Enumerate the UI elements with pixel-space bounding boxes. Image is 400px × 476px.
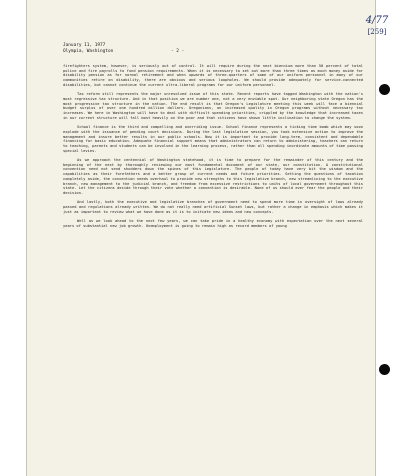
- page-number: - 2 -: [171, 49, 185, 54]
- letter-place: Olympia, Washington: [63, 49, 114, 54]
- annotation-number: [259]: [367, 28, 387, 36]
- letter-date: January 11, 1977: [63, 43, 106, 48]
- document-page: [26, 0, 389, 476]
- paragraph-oversight: And lastly, both the executive and legislative branches of government need to spend more time in oversight of laws already passed and regulations already written. We do not really need artificial Sunset laws, but rather a change in emphasis which makes it just as important to review what we have done as it is to initiate new ideas and new concepts.: [63, 200, 363, 214]
- punch-hole-bottom: [379, 364, 390, 375]
- paragraph-school-finance: School finance is the third and compelling and overriding issue. School finance represents a ticking time bomb which may soon explode with the issuance of pending court decisions. During the last legislative session, you took extensive action to improve the management and insure better results in our public schools. Now it is important to provide long-term, consistent and dependable financing for basic education. Adequate financial support means that administrators can return to administering, teachers can return to teaching, parents and students can be involved in the learning process, rather than all spending inordinate amounts of time passing special levies.: [63, 125, 364, 153]
- paragraph-pension: firefighters system, however, is seriously out of control. It will require during the next biennium more than 50 percent of total police and fire payrolls to fund pension requirements. When it is necessary to set out more than three times as much money aside for disability pension as for normal retirement and when upwards of three-quarters of some of our uniform personnel in many of our communities retire on disability, there are obvious and serious loopholes. We should provide adequately for service-connected disabilities, but cannot continue the current ultra-liberal programs for our uniform personnel.: [63, 64, 363, 87]
- letter-body: [63, 64, 363, 233]
- paragraph-economy: Well as we look ahead to the next few years, we can take pride in a healthy economy with expectation over the next several years of substantial new job growth. Unemployment is going to remain high as record members of young: [63, 219, 363, 228]
- handwritten-annotation: [363, 16, 391, 36]
- paragraph-tax-reform: Tax reform still represents the major unresolved issue of this state. Recent reports have tagged Washington with the nation's most regressive tax structure. And in that position we are number one, not a very enviable spot. Our neighboring state Oregon has the most progressive tax structure in the nation. The end result is that Oregon's Legislature meeting this week will face a biennial budget surplus of over one hundred million dollars. Oregonians, on increased quality in Oregon programs without necessary tax increases. We here in Washington will have to deal with difficult spending priorities, crippled by the knowledge that increased taxes in our current structure will fall most heavily on the poor and that citizens have shown little inclination to change the system.: [63, 92, 363, 120]
- letter-header: [63, 43, 363, 55]
- annotation-date: 4/77: [365, 15, 389, 26]
- punch-hole-top: [379, 84, 390, 95]
- paragraph-constitution: As we approach the centennial of Washington statehood, it is time to prepare for the remainder of this century and the beginning of the next by thoroughly reviewing our most fundamental document of our state, our constitution. A constitutional convention need not send shudders down the spines of this Legislature. The people of today have very bit the wisdom and the capabilities as their forefathers and a better grasp of current needs and future priorities. Setting the questions of taxation completely aside, the convention needs overhaul to provide new strengths to this legislative branch, new streamlining to the executive branch, new management to the judicial branch, and freedom from excessive restrictions to units of local government throughout this state. Let the citizens decide through their vote whether a convention is desirable. None of us should ever fear the people and their decision.: [63, 158, 364, 196]
